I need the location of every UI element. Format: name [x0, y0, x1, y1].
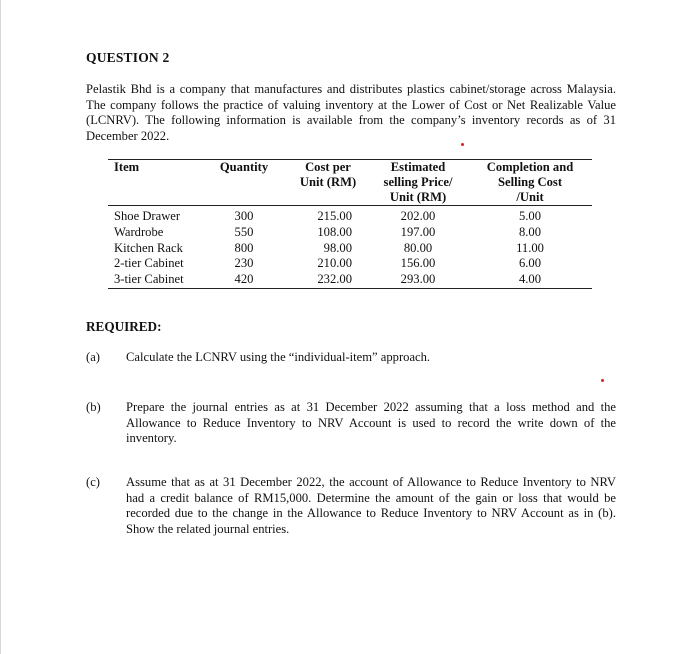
cell-quantity: 300: [234, 209, 254, 223]
intro-paragraph: Pelastik Bhd is a company that manufactures and distributes plastics cabinet/storage across Malaysia. The company follows the practice of valuing inventory at the Lower of Cost or Net Realizable Value (LCNRV). The following information is available from the company’s inventory records as of 31 December 2022.: [86, 82, 616, 143]
cell-completion-cost: 4.00: [468, 272, 592, 288]
table-row: [108, 225, 592, 241]
cell-cost: 210.00: [317, 256, 352, 271]
cell-selling-price: 156.00: [400, 256, 436, 271]
question-text: Prepare the journal entries as at 31 December 2022 assuming that a loss method and the Allowance to Reduce Inventory to NRV Account is used to record the write down of the inventory.: [126, 400, 616, 445]
cell-item: 3-tier Cabinet: [108, 272, 200, 288]
header-quantity: Quantity: [200, 160, 288, 206]
cell-selling-price: 293.00: [368, 272, 468, 288]
cell-cost: 98.00: [323, 240, 352, 255]
table-row: [108, 256, 592, 272]
cell-selling-price: 80.00: [403, 240, 433, 255]
cell-completion-cost: 8.00: [518, 224, 542, 239]
header-selling-price: Estimated selling Price/ Unit (RM): [368, 160, 468, 206]
cell-completion-cost: 5.00: [518, 209, 542, 223]
question-label: (a): [86, 350, 100, 364]
required-heading: REQUIRED:: [86, 319, 162, 334]
table-row: [108, 241, 592, 257]
question-title: QUESTION 2: [86, 50, 170, 65]
cell-cost: 232.00: [288, 272, 368, 288]
header-cost-per-unit: Cost per Unit (RM): [288, 160, 368, 206]
cell-cost: 215.00: [317, 209, 352, 223]
inventory-table: [108, 159, 592, 289]
cell-cost: 108.00: [317, 224, 352, 239]
cell-item: Shoe Drawer: [114, 209, 181, 223]
header-item: Item: [108, 160, 200, 206]
cell-quantity: 230: [234, 256, 254, 271]
cell-completion-cost: 11.00: [516, 240, 544, 255]
question-label: (b): [86, 400, 101, 414]
cell-selling-price: 197.00: [400, 224, 436, 239]
cell-item: Kitchen Rack: [114, 240, 183, 255]
table-row: [108, 272, 592, 288]
question-text: Assume that as at 31 December 2022, the account of Allowance to Reduce Inventory to NRV had a credit balance of RM15,000. Determine the amount of the gain or loss that would be recorded due to the change in the Allowance to Reduce Inventory to NRV Account as in (b). Show the related journal entries.: [126, 475, 616, 536]
cell-item: 2-tier Cabinet: [114, 256, 184, 271]
cell-quantity: 550: [234, 224, 254, 239]
cell-selling-price: 202.00: [400, 209, 436, 223]
red-mark: [601, 379, 604, 382]
cell-quantity: 800: [234, 240, 254, 255]
cell-quantity: 420: [200, 272, 288, 288]
cell-item: Wardrobe: [114, 224, 164, 239]
red-mark: [461, 143, 464, 146]
cell-completion-cost: 6.00: [518, 256, 542, 271]
table-header-row: [108, 160, 592, 206]
question-text: Calculate the LCNRV using the “individual-item” approach.: [126, 350, 431, 364]
question-label: (c): [86, 475, 100, 489]
table-row: [108, 206, 592, 225]
header-completion-cost: Completion and Selling Cost /Unit: [468, 160, 592, 206]
